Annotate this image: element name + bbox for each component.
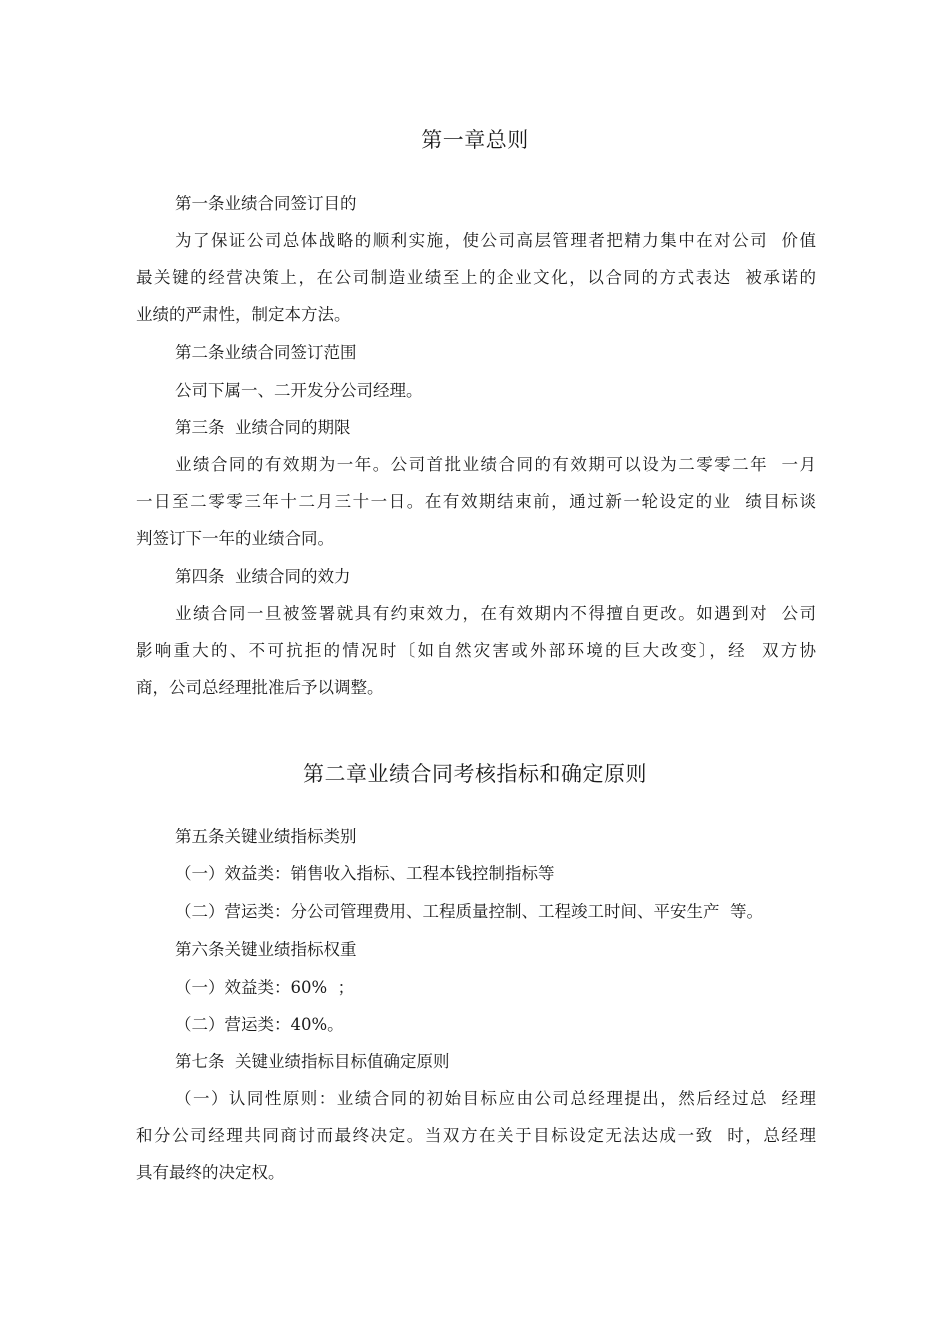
article-7-body-line-3: 具有最终的决定权。 <box>136 1163 285 1182</box>
article-6-item-1: （一）效益类：60% ； <box>175 978 355 997</box>
article-3-body-line-3: 判签订下一年的业绩合同。 <box>136 529 334 548</box>
article-1-body-line-3: 业绩的严肃性，制定本方法。 <box>136 305 351 324</box>
article-7-body-line-1: （一）认同性原则：业绩合同的初始目标应由公司总经理提出，然后经过总 经理 <box>175 1089 816 1108</box>
article-2-heading: 第二条业绩合同签订范围 <box>175 343 357 362</box>
chapter-2-title: 第二章业绩合同考核指标和确定原则 <box>303 762 647 786</box>
article-5-heading: 第五条关键业绩指标类别 <box>175 827 357 846</box>
article-3-body-line-1: 业绩合同的有效期为一年。公司首批业绩合同的有效期可以设为二零零二年 一月 <box>175 455 816 474</box>
article-5-item-1: （一）效益类：销售收入指标、工程本钱控制指标等 <box>175 864 555 883</box>
article-5-item-2: （二）营运类：分公司管理费用、工程质量控制、工程竣工时间、平安生产 等。 <box>175 902 763 921</box>
article-4-body-line-3: 商，公司总经理批准后予以调整。 <box>136 678 384 697</box>
article-6-heading: 第六条关键业绩指标权重 <box>175 940 357 959</box>
article-2-body: 公司下属一、二开发分公司经理。 <box>175 381 423 400</box>
article-6-item-2: （二）营运类：40%。 <box>175 1015 344 1034</box>
article-7-body-line-2: 和分公司经理共同商讨而最终决定。当双方在关于目标设定无法达成一致 时，总经理 <box>136 1126 816 1145</box>
article-1-heading: 第一条业绩合同签订目的 <box>175 194 357 213</box>
article-3-heading: 第三条 业绩合同的期限 <box>175 418 351 437</box>
article-7-heading: 第七条 关键业绩指标目标值确定原则 <box>175 1052 450 1071</box>
chapter-1-title: 第一章总则 <box>421 128 529 152</box>
article-4-body-line-1: 业绩合同一旦被签署就具有约束效力，在有效期内不得擅自更改。如遇到对 公司 <box>175 604 816 623</box>
article-4-body-line-2: 影响重大的、不可抗拒的情况时〔如自然灾害或外部环境的巨大改变〕，经 双方协 <box>136 641 816 660</box>
article-4-heading: 第四条 业绩合同的效力 <box>175 567 351 586</box>
article-3-body-line-2: 一日至二零零三年十二月三十一日。在有效期结束前，通过新一轮设定的业 绩目标谈 <box>136 492 816 511</box>
article-1-body-line-2: 最关键的经营决策上，在公司制造业绩至上的企业文化，以合同的方式表达 被承诺的 <box>136 268 816 287</box>
article-1-body-line-1: 为了保证公司总体战略的顺利实施，使公司高层管理者把精力集中在对公司 价值 <box>175 231 816 250</box>
